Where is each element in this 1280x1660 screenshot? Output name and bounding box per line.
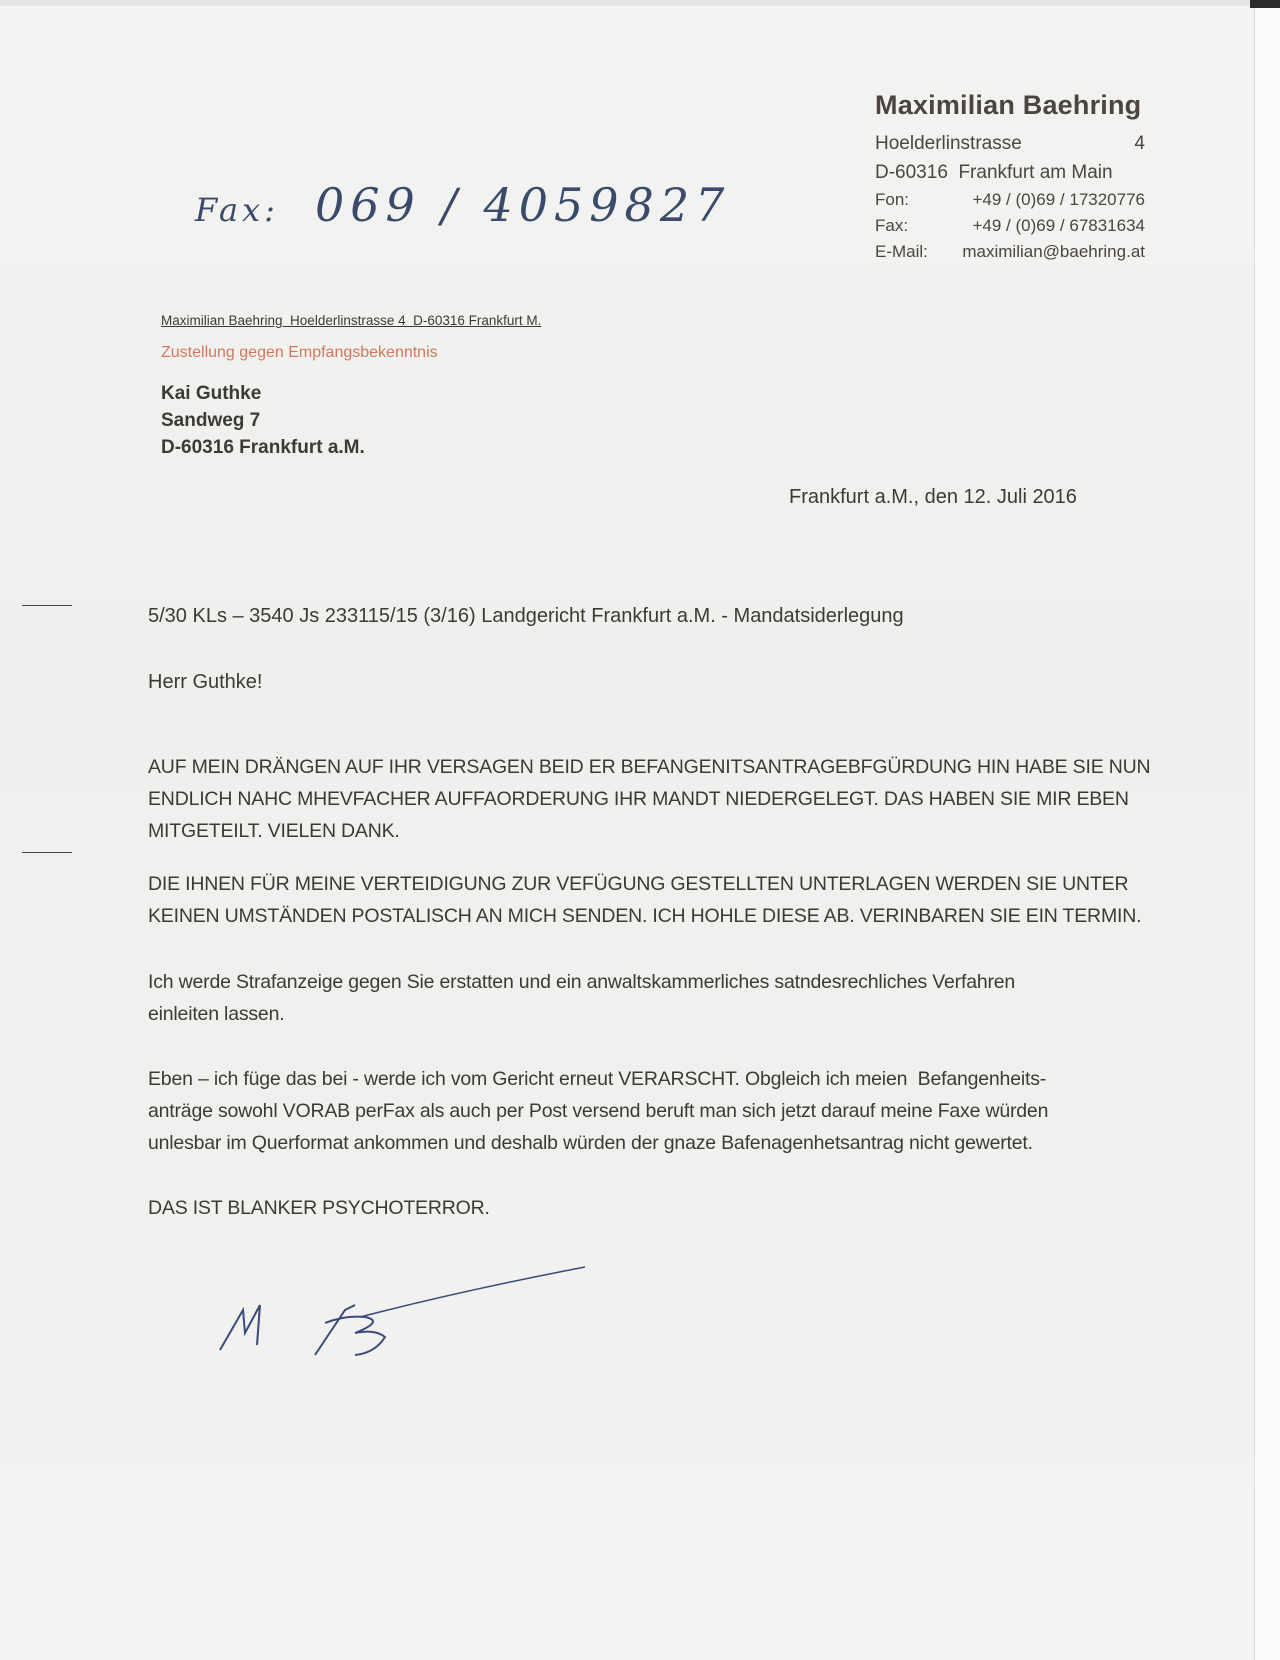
scan-edge-right xyxy=(1254,0,1280,1660)
letterhead-house-number: 4 xyxy=(1134,133,1145,154)
text-line: Eben – ich füge das bei - werde ich vom Gericht erneut VERARSCHT. Obgleich ich meien Befangenheits- xyxy=(148,1068,1047,1090)
text-line: einleiten lassen. xyxy=(148,1003,285,1025)
signature xyxy=(215,1255,595,1365)
letterhead-city: D-60316 Frankfurt am Main xyxy=(875,162,1113,183)
handwritten-fax-label: Fax: xyxy=(195,191,279,229)
body-paragraph-1 xyxy=(148,751,1151,847)
phone-value: +49 / (0)69 / 17320776 xyxy=(972,190,1145,209)
fold-mark-top xyxy=(22,605,72,606)
text-line: MITGETEILT. VIELEN DANK. xyxy=(148,820,400,842)
delivery-note: Zustellung gegen Empfangsbekenntnis xyxy=(161,344,438,361)
phone-label: Fon: xyxy=(875,190,910,209)
body-paragraph-4 xyxy=(148,1063,1138,1159)
scan-edge-top xyxy=(0,0,1255,6)
text-line: DIE IHNEN FÜR MEINE VERTEIDIGUNG ZUR VEFÜGUNG GESTELLTEN UNTERLAGEN WERDEN SIE UNTER xyxy=(148,873,1129,895)
letter-date: Frankfurt a.M., den 12. Juli 2016 xyxy=(789,486,1077,508)
recipient-address xyxy=(161,380,365,461)
letterhead-street: Hoelderlinstrasse xyxy=(875,133,1022,154)
subject-line: 5/30 KLs – 3540 Js 233115/15 (3/16) Landgericht Frankfurt a.M. - Mandatsiderlegung xyxy=(148,605,904,627)
fax-value: +49 / (0)69 / 67831634 xyxy=(972,216,1145,235)
handwritten-fax-number: 069 / 4059827 xyxy=(314,178,731,232)
salutation: Herr Guthke! xyxy=(148,671,263,693)
body-paragraph-2 xyxy=(148,868,1142,932)
letterhead-email-row xyxy=(875,239,1145,265)
text-line: Ich werde Strafanzeige gegen Sie erstatten und ein anwaltskammerliches satndesrechliches Verfahren xyxy=(148,971,1016,993)
text-line: anträge sowohl VORAB perFax als auch per Post versend beruft man sich jetzt darauf meine Faxe würden xyxy=(148,1100,1049,1122)
email-label: E-Mail: xyxy=(875,242,928,261)
text-line: KEINEN UMSTÄNDEN POSTALISCH AN MICH SENDEN. ICH HOHLE DIESE AB. VERINBAREN SIE EIN TERMIN. xyxy=(148,905,1142,927)
body-paragraph-3 xyxy=(148,966,1138,1030)
handwritten-fax-note xyxy=(195,178,730,232)
fax-label: Fax: xyxy=(875,216,909,235)
letterhead-name: Maximilian Baehring xyxy=(875,90,1142,120)
text-line: AUF MEIN DRÄNGEN AUF IHR VERSAGEN BEID ER BEFANGENITSANTRAGEBFGÜRDUNG HIN HABE SIE NUN xyxy=(148,756,1151,778)
letterhead-fax-row xyxy=(875,213,1145,239)
scan-corner-mark xyxy=(1250,0,1280,8)
text-line: ENDLICH NAHC MHEVFACHER AUFFAORDERUNG IHR MANDT NIEDERGELEGT. DAS HABEN SIE MIR EBEN xyxy=(148,788,1129,810)
letterhead xyxy=(875,90,1145,265)
recipient-street: Sandweg 7 xyxy=(161,410,261,431)
signature-icon xyxy=(215,1255,595,1365)
recipient-name: Kai Guthke xyxy=(161,383,262,404)
sender-return-address: Maximilian Baehring Hoelderlinstrasse 4 D-60316 Frankfurt M. xyxy=(161,313,542,328)
letterhead-phone-row xyxy=(875,187,1145,213)
fold-mark-middle xyxy=(22,852,72,853)
letterhead-city-row xyxy=(875,158,1145,187)
email-value: maximilian@baehring.at xyxy=(962,242,1145,261)
body-paragraph-5 xyxy=(148,1192,1138,1224)
letterhead-street-row xyxy=(875,129,1145,158)
text-line: DAS IST BLANKER PSYCHOTERROR. xyxy=(148,1197,490,1219)
text-line: unlesbar im Querformat ankommen und deshalb würden der gnaze Bafenagenhetsantrag nicht gewertet. xyxy=(148,1132,1033,1154)
recipient-city: D-60316 Frankfurt a.M. xyxy=(161,437,365,458)
